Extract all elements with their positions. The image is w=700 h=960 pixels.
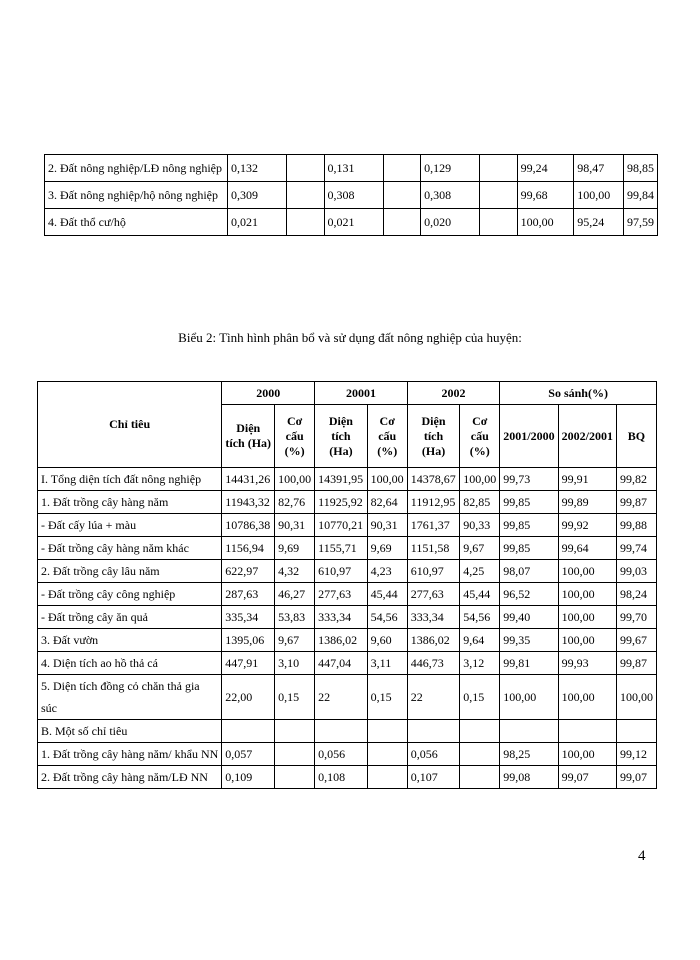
table-cell: 0,309 xyxy=(227,182,286,209)
table-cell: 45,44 xyxy=(367,583,407,606)
table-cell xyxy=(480,209,517,236)
table-cell: 4,32 xyxy=(275,560,315,583)
table-row xyxy=(38,560,657,583)
table-cell: 100,00 xyxy=(558,606,616,629)
table-cell: 0,15 xyxy=(367,675,407,720)
table-cell xyxy=(275,743,315,766)
table-cell: 4,25 xyxy=(460,560,500,583)
header-so-sanh: So sánh(%) xyxy=(500,382,657,405)
header-cmp-bq: BQ xyxy=(616,405,656,468)
table-cell: 1395,06 xyxy=(222,629,275,652)
table-cell: 99,87 xyxy=(616,652,656,675)
table-cell: 98,07 xyxy=(500,560,558,583)
header-cmp-2001-2000: 2001/2000 xyxy=(500,405,558,468)
table-cell: 90,31 xyxy=(367,514,407,537)
table-cell: 3. Đất vườn xyxy=(38,629,222,652)
table-cell: 1386,02 xyxy=(315,629,367,652)
table-cell: 277,63 xyxy=(315,583,367,606)
table-cell: - Đất cấy lúa + màu xyxy=(38,514,222,537)
table-cell: 98,85 xyxy=(623,155,657,182)
table-cell: 22 xyxy=(315,675,367,720)
table-cell: 610,97 xyxy=(407,560,459,583)
table-cell: 82,76 xyxy=(275,491,315,514)
table-cell: 99,84 xyxy=(623,182,657,209)
table-cell: 11943,32 xyxy=(222,491,275,514)
table-row xyxy=(38,514,657,537)
table-cell: 100,00 xyxy=(558,743,616,766)
table-cell xyxy=(558,720,616,743)
header-cmp-2002-2001: 2002/2001 xyxy=(558,405,616,468)
table-cell: 99,81 xyxy=(500,652,558,675)
table-cell: - Đất trồng cây ăn quả xyxy=(38,606,222,629)
table-cell: 100,00 xyxy=(558,583,616,606)
table-cell: 9,69 xyxy=(275,537,315,560)
header-dien-tich-2002: Diện tích (Ha) xyxy=(407,405,459,468)
table-cell: 0,308 xyxy=(324,182,383,209)
header-co-cau-2002: Cơ cấu (%) xyxy=(460,405,500,468)
table-cell: 9,60 xyxy=(367,629,407,652)
table-cell: 1386,02 xyxy=(407,629,459,652)
table-cell xyxy=(460,766,500,789)
table-cell xyxy=(275,766,315,789)
table-cell: 10770,21 xyxy=(315,514,367,537)
table-cell: 4,23 xyxy=(367,560,407,583)
table-cell xyxy=(460,720,500,743)
table-row xyxy=(38,766,657,789)
table-row xyxy=(38,491,657,514)
table-cell: 82,85 xyxy=(460,491,500,514)
table-cell: 99,67 xyxy=(616,629,656,652)
table-cell: 98,25 xyxy=(500,743,558,766)
table-cell xyxy=(367,743,407,766)
table-row xyxy=(38,583,657,606)
table-cell: 99,89 xyxy=(558,491,616,514)
table-cell xyxy=(367,720,407,743)
table-cell: 99,91 xyxy=(558,468,616,491)
table-cell: 11925,92 xyxy=(315,491,367,514)
top-table-body xyxy=(45,155,658,236)
table-cell: 14431,26 xyxy=(222,468,275,491)
top-table xyxy=(44,154,658,236)
table-cell: 447,04 xyxy=(315,652,367,675)
table-cell: 99,85 xyxy=(500,514,558,537)
table-cell: 99,88 xyxy=(616,514,656,537)
table-cell: 100,00 xyxy=(574,182,624,209)
table-cell: 99,92 xyxy=(558,514,616,537)
table-cell: 9,67 xyxy=(460,537,500,560)
table-row xyxy=(38,652,657,675)
table-cell: 98,47 xyxy=(574,155,624,182)
table-cell: I. Tổng diện tích đất nông nghiệp xyxy=(38,468,222,491)
table-cell: 1156,94 xyxy=(222,537,275,560)
table-cell: 2. Đất nông nghiệp/LĐ nông nghiệp xyxy=(45,155,228,182)
table-cell: 3,11 xyxy=(367,652,407,675)
table-cell: 333,34 xyxy=(407,606,459,629)
table-row xyxy=(38,720,657,743)
table-cell: 100,00 xyxy=(460,468,500,491)
table-row xyxy=(38,537,657,560)
page-number: 4 xyxy=(638,848,646,864)
table-cell: 22 xyxy=(407,675,459,720)
table-cell: 10786,38 xyxy=(222,514,275,537)
table-cell: 0,109 xyxy=(222,766,275,789)
table-cell: 4. Diện tích ao hồ thả cá xyxy=(38,652,222,675)
table-cell: 54,56 xyxy=(460,606,500,629)
land-use-table-body xyxy=(38,468,657,789)
table-row xyxy=(38,629,657,652)
table-cell: 100,00 xyxy=(275,468,315,491)
table-cell: 2. Đất trồng cây hàng năm/LĐ NN xyxy=(38,766,222,789)
header-year-2002: 2002 xyxy=(407,382,499,405)
table-cell: 99,40 xyxy=(500,606,558,629)
table-cell: B. Một số chỉ tiêu xyxy=(38,720,222,743)
table-cell: 1155,71 xyxy=(315,537,367,560)
table-cell: 99,74 xyxy=(616,537,656,560)
table-cell: 97,59 xyxy=(623,209,657,236)
table-cell: 277,63 xyxy=(407,583,459,606)
table-cell: 0,129 xyxy=(421,155,480,182)
table-cell xyxy=(287,209,324,236)
header-year-20001: 20001 xyxy=(315,382,408,405)
table-cell: 333,34 xyxy=(315,606,367,629)
table-cell: 99,64 xyxy=(558,537,616,560)
header-dien-tich-2000: Diện tích (Ha) xyxy=(222,405,275,468)
table-cell: 14378,67 xyxy=(407,468,459,491)
header-chi-tieu: Chỉ tiêu xyxy=(38,382,222,468)
table-cell: 0,107 xyxy=(407,766,459,789)
table-cell: 1151,58 xyxy=(407,537,459,560)
table-cell xyxy=(480,182,517,209)
table-cell: 0,15 xyxy=(460,675,500,720)
table-cell: 0,021 xyxy=(324,209,383,236)
table-cell xyxy=(460,743,500,766)
table-row xyxy=(38,743,657,766)
table-cell: 99,70 xyxy=(616,606,656,629)
table-cell xyxy=(287,155,324,182)
table-cell: 9,67 xyxy=(275,629,315,652)
table-cell: 0,056 xyxy=(407,743,459,766)
table-cell: 22,00 xyxy=(222,675,275,720)
table-cell xyxy=(383,182,420,209)
table-cell: - Đất trồng cây công nghiệp xyxy=(38,583,222,606)
table-cell: 0,020 xyxy=(421,209,480,236)
table-cell xyxy=(500,720,558,743)
table-cell: 99,68 xyxy=(517,182,574,209)
table-cell: 4. Đất thổ cư/hộ xyxy=(45,209,228,236)
header-co-cau-2000: Cơ cấu (%) xyxy=(275,405,315,468)
table-cell: 96,52 xyxy=(500,583,558,606)
table-cell: 287,63 xyxy=(222,583,275,606)
table-cell: 11912,95 xyxy=(407,491,459,514)
header-co-cau-2001: Cơ cấu (%) xyxy=(367,405,407,468)
table-cell: 100,00 xyxy=(558,629,616,652)
table-cell: 100,00 xyxy=(616,675,656,720)
table-cell: 100,00 xyxy=(500,675,558,720)
table-cell: 14391,95 xyxy=(315,468,367,491)
table-cell: 45,44 xyxy=(460,583,500,606)
table-cell: 335,34 xyxy=(222,606,275,629)
table-cell: 3,12 xyxy=(460,652,500,675)
table-cell xyxy=(407,720,459,743)
table-cell xyxy=(287,182,324,209)
table-cell: 53,83 xyxy=(275,606,315,629)
table-row xyxy=(45,209,658,236)
table-cell xyxy=(383,155,420,182)
table-cell: 9,64 xyxy=(460,629,500,652)
table-cell: 100,00 xyxy=(558,675,616,720)
table-cell: 99,73 xyxy=(500,468,558,491)
table-cell: 1. Đất trồng cây hàng năm xyxy=(38,491,222,514)
table-cell: 99,85 xyxy=(500,491,558,514)
table-cell: 90,31 xyxy=(275,514,315,537)
table-cell: 99,87 xyxy=(616,491,656,514)
table-cell: 0,131 xyxy=(324,155,383,182)
table-cell: 99,85 xyxy=(500,537,558,560)
table-row xyxy=(45,182,658,209)
land-use-table xyxy=(37,381,657,789)
table-cell: 98,24 xyxy=(616,583,656,606)
table-row xyxy=(45,155,658,182)
table-cell xyxy=(315,720,367,743)
table-caption: Biểu 2: Tình hình phân bổ và sử dụng đất nông nghiệp của huyện: xyxy=(178,330,522,345)
table-cell: 90,33 xyxy=(460,514,500,537)
table-cell: 100,00 xyxy=(558,560,616,583)
table-cell xyxy=(275,720,315,743)
table-cell: 99,35 xyxy=(500,629,558,652)
table-cell: - Đất trồng cây hàng năm khác xyxy=(38,537,222,560)
table-cell: 99,12 xyxy=(616,743,656,766)
table-cell: 610,97 xyxy=(315,560,367,583)
table-cell xyxy=(480,155,517,182)
table-cell: 95,24 xyxy=(574,209,624,236)
table-cell: 9,69 xyxy=(367,537,407,560)
table-cell xyxy=(222,720,275,743)
table-cell xyxy=(383,209,420,236)
table-cell: 100,00 xyxy=(367,468,407,491)
table-cell: 0,15 xyxy=(275,675,315,720)
table-cell: 1. Đất trồng cây hàng năm/ khẩu NN xyxy=(38,743,222,766)
table-cell: 54,56 xyxy=(367,606,407,629)
table-cell: 1761,37 xyxy=(407,514,459,537)
table-row xyxy=(38,468,657,491)
table-cell: 3,10 xyxy=(275,652,315,675)
table-cell xyxy=(616,720,656,743)
table-row xyxy=(38,675,657,720)
table-cell: 2. Đất trồng cây lâu năm xyxy=(38,560,222,583)
table-cell: 82,64 xyxy=(367,491,407,514)
table-cell: 46,27 xyxy=(275,583,315,606)
table-cell: 0,057 xyxy=(222,743,275,766)
table-cell: 3. Đất nông nghiệp/hộ nông nghiệp xyxy=(45,182,228,209)
table-cell xyxy=(367,766,407,789)
table-cell: 100,00 xyxy=(517,209,574,236)
table-cell: 99,07 xyxy=(616,766,656,789)
table-cell: 0,132 xyxy=(227,155,286,182)
table-cell: 99,24 xyxy=(517,155,574,182)
table-cell: 5. Diện tích đồng cỏ chăn thả gia súc xyxy=(38,675,222,720)
table-row xyxy=(38,606,657,629)
table-cell: 447,91 xyxy=(222,652,275,675)
table-cell: 99,03 xyxy=(616,560,656,583)
table-cell: 0,308 xyxy=(421,182,480,209)
header-year-2000: 2000 xyxy=(222,382,315,405)
table-cell: 99,93 xyxy=(558,652,616,675)
table-cell: 99,08 xyxy=(500,766,558,789)
table-cell: 446,73 xyxy=(407,652,459,675)
table-cell: 0,108 xyxy=(315,766,367,789)
table-cell: 99,82 xyxy=(616,468,656,491)
header-dien-tich-2001: Diện tích (Ha) xyxy=(315,405,367,468)
table-cell: 622,97 xyxy=(222,560,275,583)
table-cell: 0,021 xyxy=(227,209,286,236)
table-cell: 0,056 xyxy=(315,743,367,766)
table-cell: 99,07 xyxy=(558,766,616,789)
